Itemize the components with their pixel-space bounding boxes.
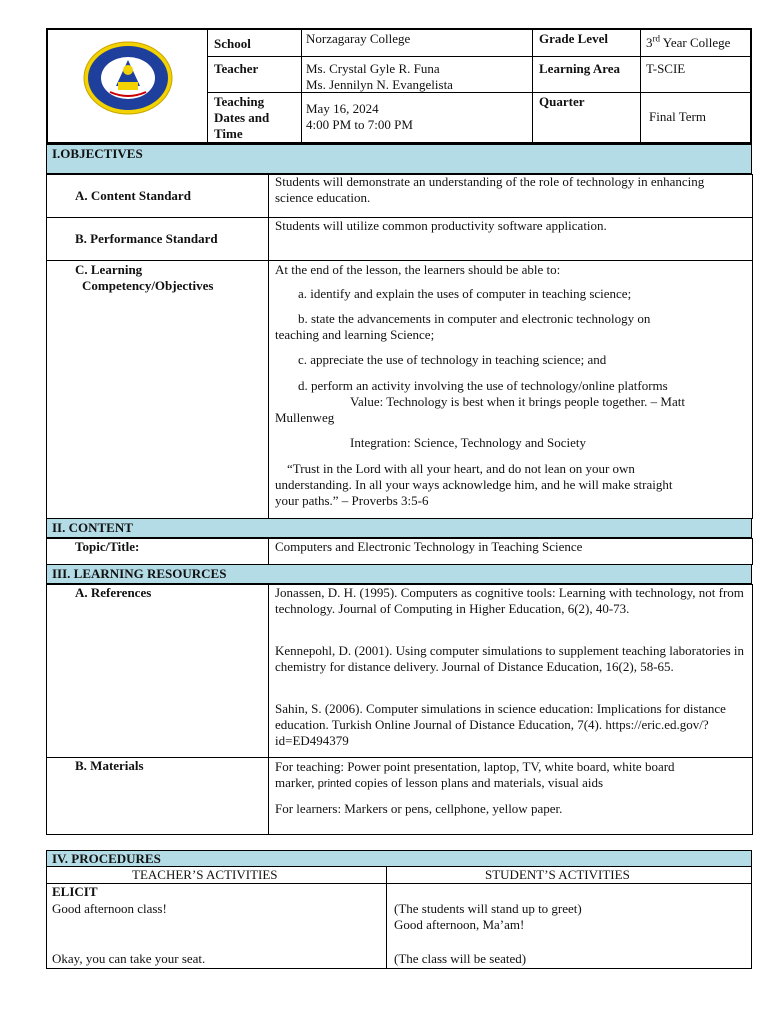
content-heading-band [46,518,752,538]
objective-b-line1: b. state the advancements in computer and electronic technology on [298,311,651,326]
value-line1: Value: Technology is best when it brings people together. – Matt [350,394,685,409]
reference-1: Jonassen, D. H. (1995). Computers as cognitive tools: Learning with technology, not from technology. Journal of Computing in Higher Education, 6(2), 40-73. [275,585,744,616]
verse-line2: understanding. In all your ways acknowledge him, and he will make straight [275,477,673,492]
references-label: A. References [75,585,152,600]
school-value: Norzagaray College [306,31,411,46]
student-activities-header: STUDENT’S ACTIVITIES [485,867,630,882]
teaching-date-value: May 16, 2024 [306,101,379,116]
grade-level-label: Grade Level [539,31,608,46]
objectives-divider [46,260,753,261]
objectives-heading: I.OBJECTIVES [52,146,143,161]
quarter-value: Final Term [649,109,706,124]
header-divider [640,28,641,144]
topic-label: Topic/Title: [75,539,140,554]
resources-heading-band [46,564,752,584]
materials-teaching-line2: marker, printed copies of lesson plans and materials, visual aids [275,775,604,790]
objective-c: c. appreciate the use of technology in teaching science; and [298,352,607,367]
integration-line: Integration: Science, Technology and Society [350,435,587,450]
header-divider [207,92,752,93]
elicit-label: ELICIT [52,884,98,899]
teacher-line-1: Good afternoon class! [52,901,167,916]
procedures-heading: IV. PROCEDURES [52,851,161,866]
teacher-line-2: Okay, you can take your seat. [52,951,206,966]
student-line-1b: Good afternoon, Ma’am! [394,917,525,932]
objectives-divider [268,174,269,519]
resources-heading: III. LEARNING RESOURCES [52,566,227,581]
student-line-1a: (The students will stand up to greet) [394,901,582,916]
teacher-name-1: Ms. Crystal Gyle R. Funa [306,61,440,76]
objective-d: d. perform an activity involving the use of technology/online platforms [298,378,668,393]
grade-level-value: 3rd Year College [646,33,731,50]
teaching-dates-label-3: Time [214,126,243,141]
competency-label-1: C. Learning [75,262,143,277]
competency-label-2: Competency/Objectives [82,278,214,293]
procedures-divider [386,866,387,969]
header-divider [207,28,208,144]
verse-line3: your paths.” – Proverbs 3:5-6 [275,493,429,508]
learning-area-label: Learning Area [539,61,621,76]
header-divider [207,56,752,57]
content-heading: II. CONTENT [52,520,133,535]
teacher-label: Teacher [214,61,259,76]
teaching-time-value: 4:00 PM to 7:00 PM [306,117,413,132]
resources-divider [268,584,269,835]
objectives-heading-band [46,144,752,174]
teaching-dates-label-1: Teaching [214,94,265,109]
performance-standard-text: Students will utilize common productivity software application. [275,218,607,233]
reference-2: Kennepohl, D. (2001). Using computer simulations to supplement teaching laboratories in chemistry for distance delivery. Journal of Distance Education, 16(2), 58-65. [275,643,744,674]
content-standard-label: A. Content Standard [75,188,191,203]
header-divider [301,28,302,144]
content-divider [268,538,269,565]
teacher-activities-header: TEACHER’S ACTIVITIES [132,867,278,882]
objective-a: a. identify and explain the uses of computer in teaching science; [298,286,632,301]
teacher-name-2: Ms. Jennilyn N. Evangelista [306,77,453,92]
content-standard-text: Students will demonstrate an understanding of the role of technology in enhancing science education. [275,174,705,205]
procedures-heading-band [46,850,752,867]
objective-b-line2: teaching and learning Science; [275,327,435,342]
topic-value: Computers and Electronic Technology in Teaching Science [275,539,583,554]
quarter-label: Quarter [539,94,585,109]
value-line2: Mullenweg [275,410,335,425]
teaching-dates-label-2: Dates and [214,110,270,125]
student-line-2: (The class will be seated) [394,951,527,966]
materials-label: B. Materials [75,758,144,773]
reference-3: Sahin, S. (2006). Computer simulations in science education: Implications for distance education. Turkish Online Journal of Distance Education, 7(4). https://eric.ed.gov/?id=ED494379 [275,701,726,748]
performance-standard-label: B. Performance Standard [75,231,218,246]
college-seal-logo [80,40,176,116]
materials-learners: For learners: Markers or pens, cellphone, yellow paper. [275,801,563,816]
school-label: School [214,36,251,51]
verse-line1: “Trust in the Lord with all your heart, and do not lean on your own [287,461,635,476]
resources-divider [46,757,753,758]
header-divider [532,28,533,144]
materials-teaching-line1: For teaching: Power point presentation, laptop, TV, white board, white board [275,759,675,774]
objectives-intro: At the end of the lesson, the learners should be able to: [275,262,561,277]
procedures-divider [46,883,752,884]
learning-area-value: T-SCIE [646,61,686,76]
